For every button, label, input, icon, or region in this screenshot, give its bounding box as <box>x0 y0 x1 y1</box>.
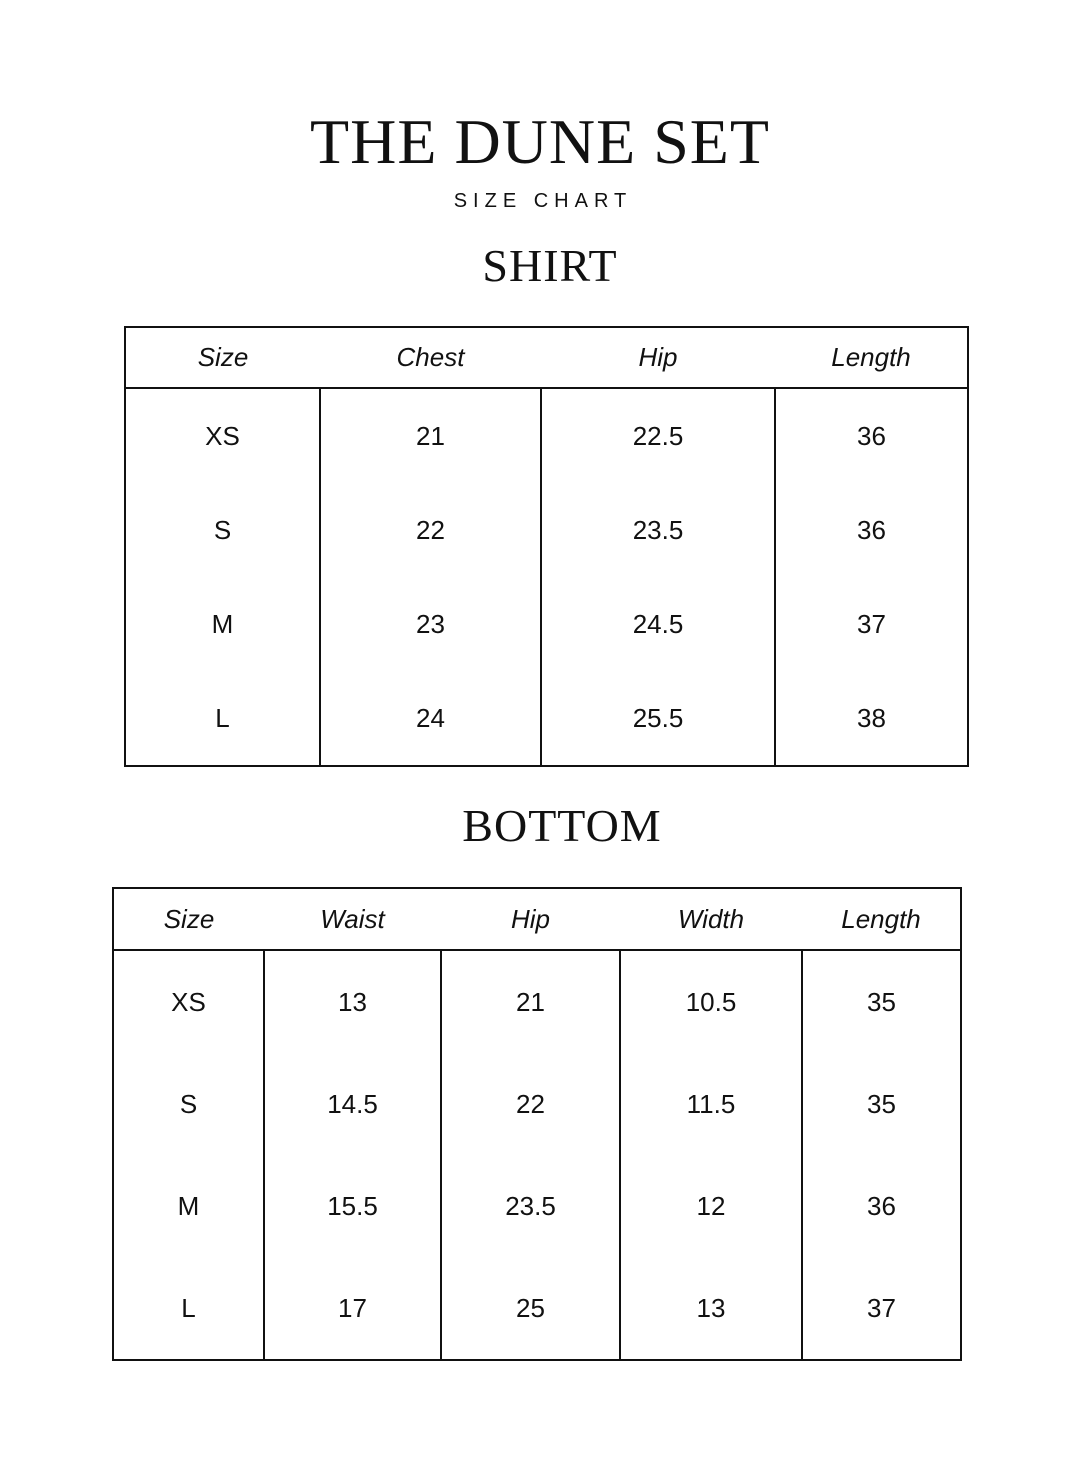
page-title: THE DUNE SET <box>310 106 770 177</box>
hip-cell: 22.5 <box>541 388 775 483</box>
hip-cell: 24.5 <box>541 577 775 671</box>
length-cell: 36 <box>775 388 968 483</box>
waist-cell: 13 <box>264 950 441 1053</box>
length-cell: 35 <box>802 1053 961 1155</box>
bottom-section-title: BOTTOM <box>462 800 662 851</box>
table-row <box>113 1155 961 1257</box>
chest-cell: 24 <box>320 671 541 766</box>
column-header-size: Size <box>125 327 320 388</box>
column-header-hip: Hip <box>441 888 620 950</box>
table-row <box>125 388 968 483</box>
chest-cell: 21 <box>320 388 541 483</box>
column-header-hip: Hip <box>541 327 775 388</box>
table-row <box>113 1053 961 1155</box>
shirt-size-table <box>124 326 969 767</box>
size-cell: M <box>177 1190 200 1221</box>
hip-cell: 21 <box>441 950 620 1053</box>
column-header-width: Width <box>620 888 802 950</box>
length-cell: 37 <box>775 577 968 671</box>
table-header-row <box>113 888 961 950</box>
size-cell: XS <box>205 420 240 451</box>
table-row <box>113 950 961 1053</box>
size-cell: M <box>211 608 234 639</box>
column-header-chest: Chest <box>320 327 541 388</box>
column-header-size: Size <box>113 888 264 950</box>
table-row <box>125 577 968 671</box>
size-cell: XS <box>171 986 206 1017</box>
width-cell: 13 <box>620 1257 802 1360</box>
length-cell: 35 <box>802 950 961 1053</box>
size-cell: L <box>181 1292 196 1323</box>
bottom-size-table <box>112 887 962 1361</box>
length-cell: 36 <box>775 483 968 577</box>
chest-cell: 22 <box>320 483 541 577</box>
waist-cell: 14.5 <box>264 1053 441 1155</box>
waist-cell: 15.5 <box>264 1155 441 1257</box>
table-row <box>125 483 968 577</box>
size-cell: L <box>215 702 230 733</box>
hip-cell: 22 <box>441 1053 620 1155</box>
length-cell: 36 <box>802 1155 961 1257</box>
width-cell: 10.5 <box>620 950 802 1053</box>
chest-cell: 23 <box>320 577 541 671</box>
hip-cell: 23.5 <box>441 1155 620 1257</box>
size-cell: S <box>179 1088 198 1119</box>
shirt-section-title: SHIRT <box>482 240 618 291</box>
table-row <box>125 671 968 766</box>
column-header-length: Length <box>802 888 961 950</box>
table-header-row <box>125 327 968 388</box>
length-cell: 38 <box>775 671 968 766</box>
hip-cell: 25.5 <box>541 671 775 766</box>
length-cell: 37 <box>802 1257 961 1360</box>
size-cell: S <box>213 514 232 545</box>
waist-cell: 17 <box>264 1257 441 1360</box>
page-subtitle: SIZE CHART <box>453 190 633 212</box>
column-header-waist: Waist <box>264 888 441 950</box>
width-cell: 11.5 <box>620 1053 802 1155</box>
width-cell: 12 <box>620 1155 802 1257</box>
hip-cell: 25 <box>441 1257 620 1360</box>
column-header-length: Length <box>775 327 968 388</box>
hip-cell: 23.5 <box>541 483 775 577</box>
table-row <box>113 1257 961 1360</box>
